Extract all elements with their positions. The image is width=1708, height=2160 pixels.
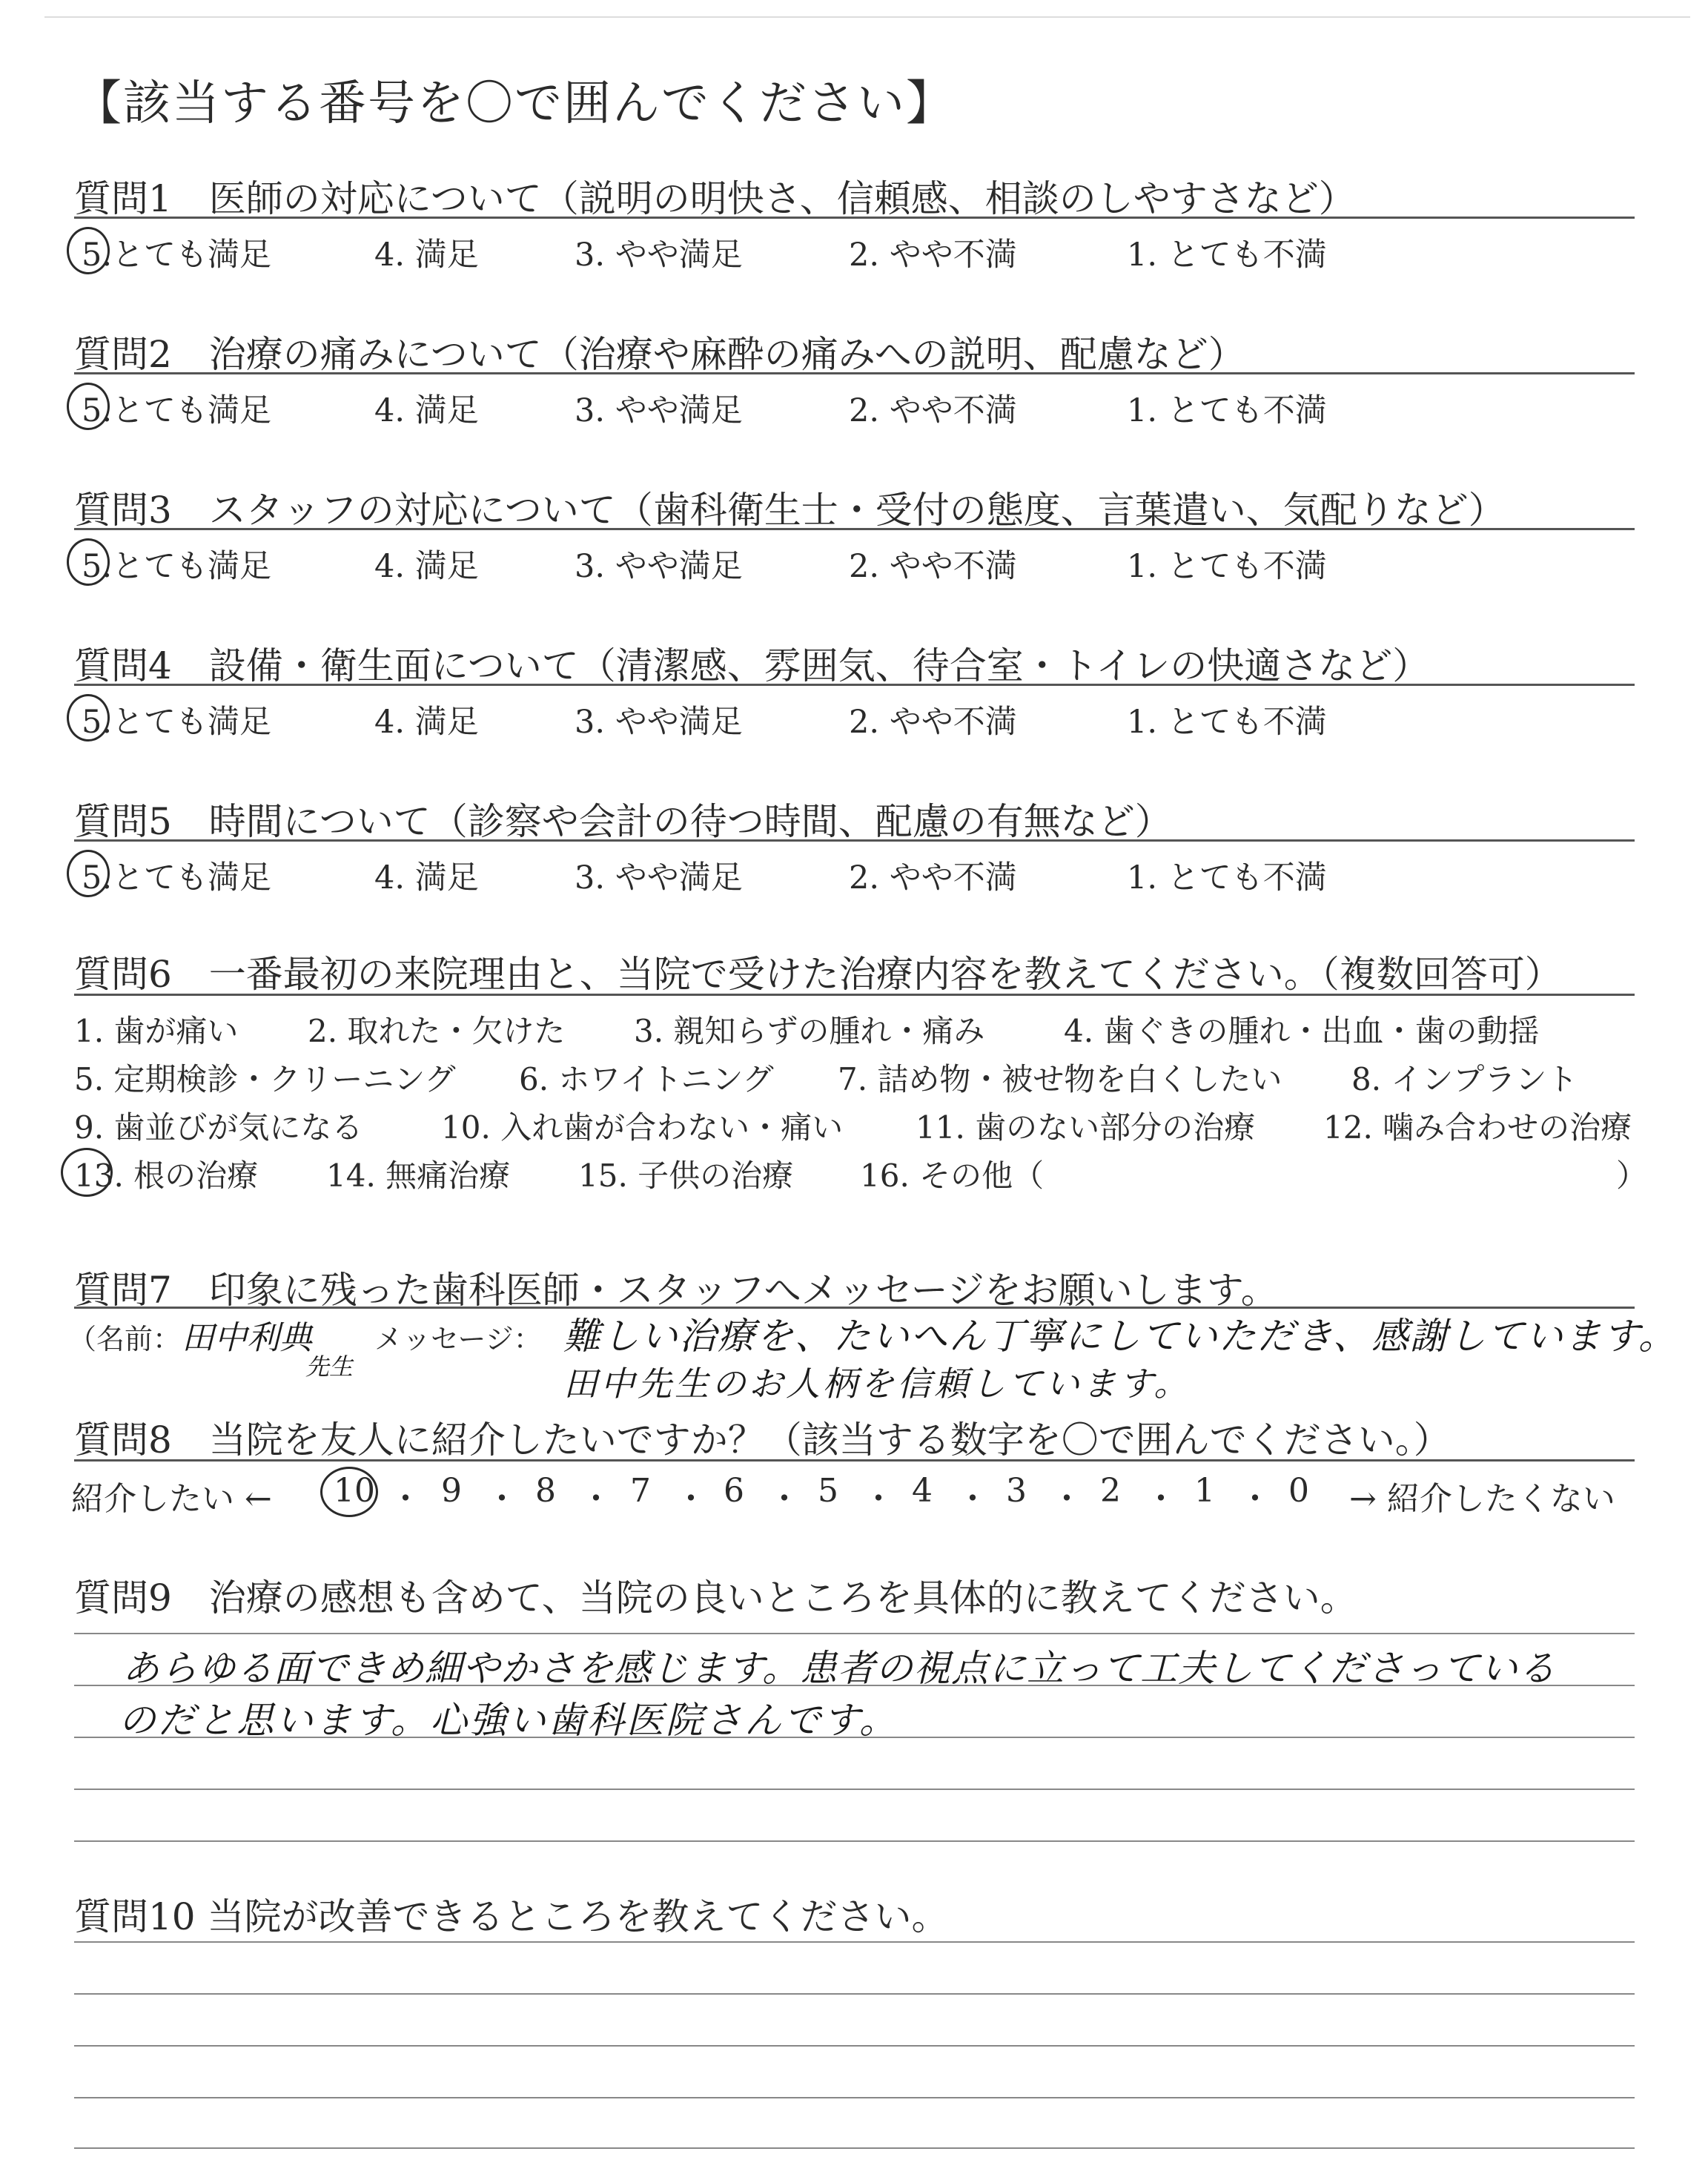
q2-option-2[interactable]: 2. やや不満 [849,392,1017,429]
q2-option-4[interactable]: 4. 満足 [374,392,479,429]
q4-option-4[interactable]: 4. 満足 [374,704,479,741]
q6-option-16[interactable]: 16. その他（ [860,1157,1045,1194]
q9-line-4 [74,1789,1635,1790]
q8-left-label: 紹介したい ← [71,1480,272,1518]
q5-option-5[interactable]: 5.とても満足 [82,859,272,896]
q2-selection-circle [67,383,110,430]
q7-message-label: メッセージ： [374,1323,542,1355]
q10-line-4 [74,2097,1635,2098]
question-4: 質問4 設備・衛生面について（清潔感、雰囲気、待合室・トイレの快適さなど） [74,644,1430,687]
q5-selection-circle [67,850,110,897]
q6-option-5[interactable]: 5. 定期検診・クリーニング [74,1061,456,1097]
question-7: 質問7 印象に残った歯科医師・スタッフへメッセージをお願いします。 [74,1269,1278,1312]
q10-line-3 [74,2045,1635,2047]
question-9: 質問9 治療の感想も含めて、当院の良いところを具体的に教えてください。 [74,1576,1357,1619]
q5-option-4[interactable]: 4. 満足 [374,859,479,896]
q8-sep: ・ [956,1480,989,1518]
q8-value-10[interactable]: 10 [334,1472,375,1510]
q1-option-4[interactable]: 4. 満足 [374,237,479,274]
q8-value-9[interactable]: 9 [441,1472,462,1510]
q6-option-9[interactable]: 9. 歯並びが気になる [74,1109,363,1146]
q8-sep: ・ [768,1480,801,1518]
q8-value-8[interactable]: 8 [535,1472,556,1510]
q2-option-5[interactable]: 5.とても満足 [82,392,272,429]
q8-sep: ・ [1050,1480,1083,1518]
q6-option-4[interactable]: 4. 歯ぐきの腫れ・出血・歯の動揺 [1064,1013,1540,1049]
q6-option-1[interactable]: 1. 歯が痛い [74,1013,239,1049]
q1-selection-circle [67,227,110,274]
q3-option-5[interactable]: 5.とても満足 [82,548,272,585]
question-6-rule [74,994,1635,996]
q6-option-11[interactable]: 11. 歯のない部分の治療 [916,1109,1256,1146]
question-4-rule [74,684,1635,686]
q8-sep: ・ [675,1480,707,1518]
question-8-rule [74,1459,1635,1462]
q3-option-1[interactable]: 1. とても不満 [1127,548,1327,585]
q6-option-10[interactable]: 10. 入れ歯が合わない・痛い [441,1109,844,1146]
q5-option-3[interactable]: 3. やや満足 [575,859,743,896]
q2-option-1[interactable]: 1. とても不満 [1127,392,1327,429]
q10-line-1 [74,1941,1635,1943]
q7-message-line1[interactable]: 難しい治療を、たいへん丁寧にしていただき、感謝しています。 [563,1315,1677,1358]
q1-option-1[interactable]: 1. とても不満 [1127,237,1327,274]
q6-option-6[interactable]: 6. ホワイトニング [519,1061,774,1097]
question-1-rule [74,217,1635,219]
q2-option-3[interactable]: 3. やや満足 [575,392,743,429]
q8-value-5[interactable]: 5 [818,1472,838,1510]
q8-value-7[interactable]: 7 [630,1472,651,1510]
q6-option-8[interactable]: 8. インプラント [1351,1061,1578,1097]
form-title: 【該当する番号を〇で囲んでください】 [74,76,955,131]
q5-option-2[interactable]: 2. やや不満 [849,859,1017,896]
q9-answer-line2[interactable]: のだと思います。心強い歯科医院さんです。 [119,1699,898,1742]
q7-name-handwritten[interactable]: 田中利典 [182,1319,312,1357]
question-1: 質問1 医師の対応について（説明の明快さ、信頼感、相談のしやすさなど） [74,177,1356,220]
q5-option-1[interactable]: 1. とても不満 [1127,859,1327,896]
q8-sep: ・ [862,1480,895,1518]
q6-option-15[interactable]: 15. 子供の治療 [578,1157,794,1194]
q9-answer-line1[interactable]: あらゆる面できめ細やかさを感じます。患者の視点に立って工夫してくださっている [122,1647,1556,1690]
q9-line-5 [74,1840,1635,1842]
q8-sep: ・ [389,1480,422,1518]
q10-line-5 [74,2147,1635,2149]
q3-option-2[interactable]: 2. やや不満 [849,548,1017,585]
q4-selection-circle [67,694,110,742]
q1-option-3[interactable]: 3. やや満足 [575,237,743,274]
q6-option-12[interactable]: 12. 噛み合わせの治療 [1323,1109,1632,1146]
q7-name-label: （名前： [68,1323,182,1355]
question-10: 質問10 当院が改善できるところを教えてください。 [74,1895,949,1938]
q7-message-line2[interactable]: 田中先生のお人柄を信頼しています。 [563,1364,1191,1404]
q8-value-1[interactable]: 1 [1194,1472,1215,1510]
question-3-rule [74,528,1635,530]
q3-selection-circle [67,538,110,586]
q8-sep: ・ [1145,1480,1177,1518]
q1-option-5[interactable]: 5.とても満足 [82,237,272,274]
question-2: 質問2 治療の痛みについて（治療や麻酔の痛みへの説明、配慮など） [74,333,1245,376]
q8-value-4[interactable]: 4 [912,1472,933,1510]
question-6: 質問6 一番最初の来院理由と、当院で受けた治療内容を教えてください。（複数回答可） [74,953,1562,996]
question-8: 質問8 当院を友人に紹介したいですか？（該当する数字を〇で囲んでください。） [74,1418,1451,1462]
q8-value-3[interactable]: 3 [1006,1472,1027,1510]
q1-option-2[interactable]: 2. やや不満 [849,237,1017,274]
question-5: 質問5 時間について（診察や会計の待つ時間、配慮の有無など） [74,800,1172,843]
q10-line-2 [74,1993,1635,1995]
q4-option-1[interactable]: 1. とても不満 [1127,704,1327,741]
q8-right-label: → 紹介したくない [1349,1480,1615,1518]
q7-name-suffix-handwritten: 先生 [305,1353,354,1381]
q6-selection-circle [61,1148,113,1197]
q4-option-5[interactable]: 5.とても満足 [82,704,272,741]
q9-line-1 [74,1633,1635,1634]
q6-option-14[interactable]: 14. 無痛治療 [326,1157,511,1194]
q6-option-7[interactable]: 7. 詰め物・被せ物を白くしたい [838,1061,1282,1097]
q8-value-0[interactable]: 0 [1288,1472,1309,1510]
q8-value-6[interactable]: 6 [724,1472,744,1510]
q8-sep: ・ [486,1480,518,1518]
q3-option-3[interactable]: 3. やや満足 [575,548,743,585]
question-3: 質問3 スタッフの対応について（歯科衛生士・受付の態度、言葉遣い、気配りなど） [74,489,1506,532]
q8-selection-circle [320,1467,378,1517]
q6-option-2[interactable]: 2. 取れた・欠けた [308,1013,566,1049]
q3-option-4[interactable]: 4. 満足 [374,548,479,585]
q6-option-3[interactable]: 3. 親知らずの腫れ・痛み [634,1013,985,1049]
q6-option-16-close: ） [1616,1157,1648,1194]
q4-option-3[interactable]: 3. やや満足 [575,704,743,741]
q8-value-2[interactable]: 2 [1100,1472,1121,1510]
q4-option-2[interactable]: 2. やや不満 [849,704,1017,741]
q8-sep: ・ [580,1480,612,1518]
question-5-rule [74,839,1635,842]
q8-sep: ・ [1239,1480,1271,1518]
question-2-rule [74,372,1635,374]
scan-top-edge [44,16,1690,18]
q6-option-13[interactable]: 13. 根の治療 [74,1157,259,1194]
